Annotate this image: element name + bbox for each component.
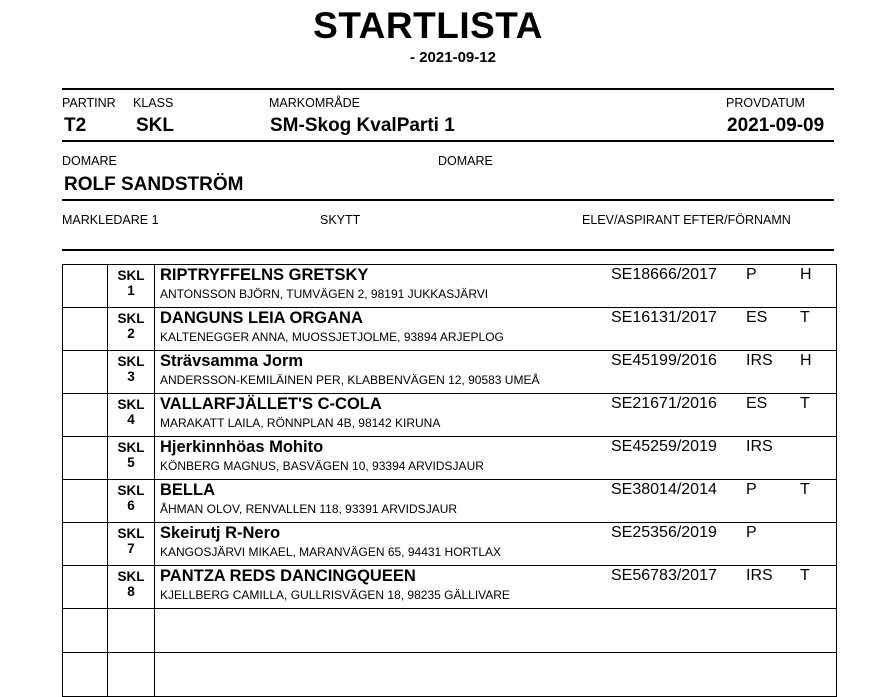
sex-code: T xyxy=(800,567,810,584)
list-date: - 2021-09-12 xyxy=(410,49,496,66)
row-blank-cell xyxy=(63,653,108,697)
entry-class: SKL xyxy=(117,397,145,412)
table-row xyxy=(63,480,837,523)
dog-details-cell xyxy=(155,308,837,351)
dog-details-cell xyxy=(155,265,837,308)
registration-number: SE25356/2019 xyxy=(611,524,717,541)
domare1-label: DOMARE xyxy=(62,154,117,168)
entry-class: SKL xyxy=(117,311,145,326)
dog-name: VALLARFJÄLLET'S C-COLA xyxy=(160,395,382,413)
entry-number: 8 xyxy=(127,584,135,599)
registration-number: SE56783/2017 xyxy=(611,567,717,584)
owner-info: ANDERSSON-KEMILÄINEN PER, KLABBENVÄGEN 12, 90583 UMEÅ xyxy=(160,373,540,387)
class-number-cell xyxy=(108,653,155,697)
entry-class: SKL xyxy=(117,268,145,283)
sex-code: T xyxy=(800,395,810,412)
dog-details-cell xyxy=(155,653,837,697)
entry-number: 4 xyxy=(127,412,135,427)
divider xyxy=(62,140,834,142)
registration-number: SE45199/2016 xyxy=(611,352,717,369)
dog-name: Hjerkinnhöas Mohito xyxy=(160,438,324,456)
entry-number: 5 xyxy=(127,455,135,470)
row-blank-cell xyxy=(63,566,108,609)
class-number-cell xyxy=(108,308,155,351)
entry-number: 6 xyxy=(127,498,135,513)
table-row xyxy=(63,351,837,394)
entry-class: SKL xyxy=(117,440,145,455)
prize-code: P xyxy=(746,481,757,498)
table-row xyxy=(63,566,837,609)
prize-code: IRS xyxy=(746,438,773,455)
registration-number: SE38014/2014 xyxy=(611,481,717,498)
class-number-cell xyxy=(108,523,155,566)
owner-info: KANGOSJÄRVI MIKAEL, MARANVÄGEN 65, 94431 HORTLAX xyxy=(160,545,502,559)
entry-class: SKL xyxy=(117,569,145,584)
provdatum-value: 2021-09-09 xyxy=(727,115,825,136)
class-number-cell xyxy=(108,265,155,308)
owner-info: ÅHMAN OLOV, RENVALLEN 118, 93391 ARVIDSJAUR xyxy=(160,502,458,516)
owner-info: ANTONSSON BJÖRN, TUMVÄGEN 2, 98191 JUKKASJÄRVI xyxy=(160,287,489,301)
table-row xyxy=(63,394,837,437)
row-blank-cell xyxy=(63,394,108,437)
table-row xyxy=(63,523,837,566)
sex-code: T xyxy=(800,481,810,498)
sex-code: H xyxy=(800,266,812,283)
partinr-label: PARTINR xyxy=(62,96,116,110)
class-number-cell xyxy=(108,351,155,394)
dog-details-cell xyxy=(155,480,837,523)
table-row xyxy=(63,437,837,480)
empty-row xyxy=(63,653,837,697)
prize-code: ES xyxy=(746,395,768,412)
owner-info: KJELLBERG CAMILLA, GULLRISVÄGEN 18, 98235 GÄLLIVARE xyxy=(160,588,510,602)
klass-label: KLASS xyxy=(133,96,174,110)
provdatum-label: PROVDATUM xyxy=(726,96,805,110)
class-number-cell xyxy=(108,437,155,480)
prize-code: P xyxy=(746,266,757,283)
dog-details-cell xyxy=(155,437,837,480)
sex-code: H xyxy=(800,352,812,369)
class-number-cell xyxy=(108,480,155,523)
class-number-cell xyxy=(108,394,155,437)
registration-number: SE16131/2017 xyxy=(611,309,717,326)
dog-name: DANGUNS LEIA ORGANA xyxy=(160,309,363,327)
class-number-cell xyxy=(108,566,155,609)
prize-code: P xyxy=(746,524,757,541)
partinr-value: T2 xyxy=(64,115,87,136)
elev-label: ELEV/ASPIRANT EFTER/FÖRNAMN xyxy=(582,213,791,227)
registration-number: SE45259/2019 xyxy=(611,438,717,455)
row-blank-cell xyxy=(63,480,108,523)
klass-value: SKL xyxy=(136,115,174,136)
markomrade-label: MARKOMRÅDE xyxy=(269,96,360,110)
row-blank-cell xyxy=(63,523,108,566)
dog-name: Skeirutj R-Nero xyxy=(160,524,281,542)
row-blank-cell xyxy=(63,437,108,480)
entry-class: SKL xyxy=(117,354,145,369)
divider xyxy=(62,199,834,201)
prize-code: IRS xyxy=(746,352,773,369)
domare1-value: ROLF SANDSTRÖM xyxy=(64,174,244,195)
entry-class: SKL xyxy=(117,483,145,498)
owner-info: KÖNBERG MAGNUS, BASVÄGEN 10, 93394 ARVIDSJAUR xyxy=(160,459,484,473)
dog-name: RIPTRYFFELNS GRETSKY xyxy=(160,266,369,284)
dog-name: PANTZA REDS DANCINGQUEEN xyxy=(160,567,416,585)
entry-class: SKL xyxy=(117,526,145,541)
markledare-label: MARKLEDARE 1 xyxy=(62,213,159,227)
page-title: STARTLISTA xyxy=(313,5,543,46)
registration-number: SE18666/2017 xyxy=(611,266,717,283)
markomrade-value: SM-Skog KvalParti 1 xyxy=(270,115,455,136)
table-row xyxy=(63,308,837,351)
dog-details-cell xyxy=(155,394,837,437)
dog-details-cell xyxy=(155,351,837,394)
domare2-label: DOMARE xyxy=(438,154,493,168)
dog-name: BELLA xyxy=(160,481,215,499)
entry-number: 3 xyxy=(127,369,135,384)
start-list-table xyxy=(62,264,837,697)
registration-number: SE21671/2016 xyxy=(611,395,717,412)
skytt-label: SKYTT xyxy=(320,213,361,227)
entry-number: 1 xyxy=(127,283,135,298)
divider xyxy=(62,249,834,251)
table-row xyxy=(63,265,837,308)
row-blank-cell xyxy=(63,308,108,351)
row-blank-cell xyxy=(63,351,108,394)
divider xyxy=(62,88,834,90)
prize-code: ES xyxy=(746,309,768,326)
owner-info: KALTENEGGER ANNA, MUOSSJETJOLME, 93894 ARJEPLOG xyxy=(160,330,504,344)
dog-details-cell xyxy=(155,566,837,609)
sex-code: T xyxy=(800,309,810,326)
entry-number: 7 xyxy=(127,541,135,556)
dog-name: Strävsamma Jorm xyxy=(160,352,304,370)
owner-info: MARAKATT LAILA, RÖNNPLAN 4B, 98142 KIRUNA xyxy=(160,416,441,430)
entry-number: 2 xyxy=(127,326,135,341)
prize-code: IRS xyxy=(746,567,773,584)
row-blank-cell xyxy=(63,265,108,308)
dog-details-cell xyxy=(155,523,837,566)
